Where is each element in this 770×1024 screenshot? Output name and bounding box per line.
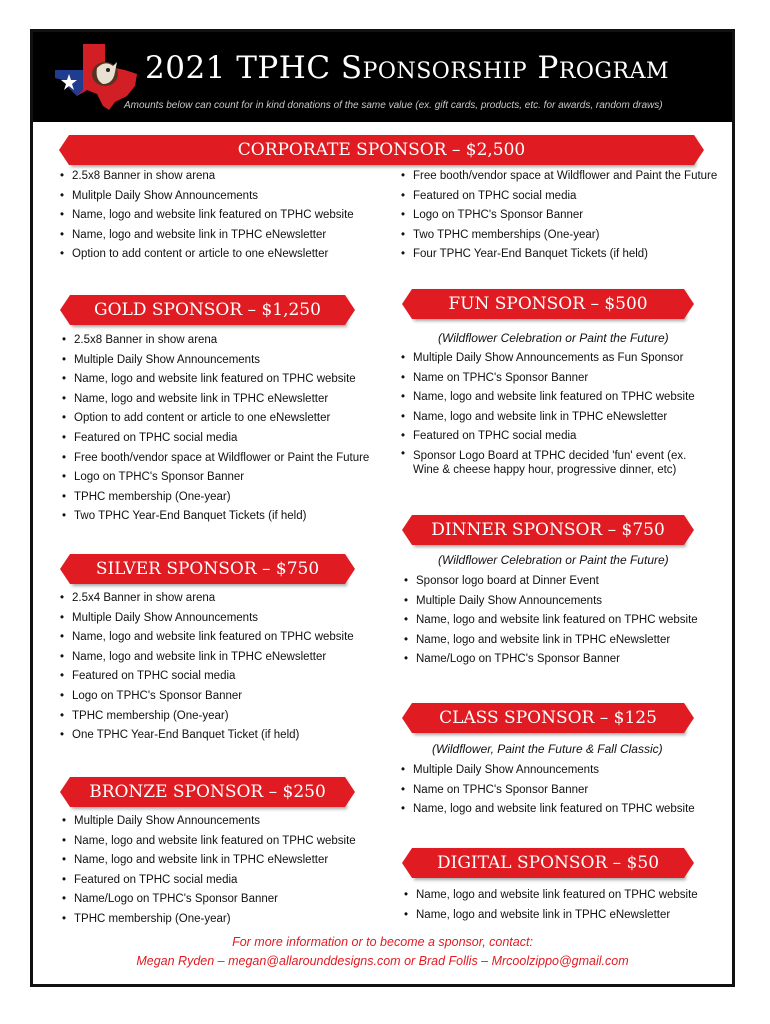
list-item: • Two TPHC memberships (One-year) (401, 226, 717, 246)
fun-sponsor-subtitle: (Wildflower Celebration or Paint the Future) (438, 331, 669, 345)
list-item: • Logo on TPHC's Sponsor Banner (62, 468, 369, 488)
header-bar (33, 32, 732, 122)
list-item: • Name, logo and website link in TPHC eNewsletter (62, 390, 369, 410)
list-item: • Multiple Daily Show Announcements (401, 761, 695, 781)
list-item: • 2.5x8 Banner in show arena (60, 167, 354, 187)
footer-contact-names: Megan Ryden – megan@allarounddesigns.com or Brad Follis – Mrcoolzippo@gmail.com (136, 954, 629, 968)
list-item: • Featured on TPHC social media (62, 429, 369, 449)
gold-sponsor-title: GOLD SPONSOR – $1,250 (94, 300, 321, 320)
corporate-sponsor-title: CORPORATE SPONSOR – $2,500 (237, 140, 526, 160)
fun-sponsor-title: FUN SPONSOR – $500 (448, 294, 648, 314)
list-item: • TPHC membership (One-year) (62, 488, 369, 508)
list-item: • Name, logo and website link in TPHC eNewsletter (404, 906, 698, 926)
list-item: • Featured on TPHC social media (62, 871, 356, 891)
list-item: • Mulitple Daily Show Announcements (60, 187, 354, 207)
bronze-sponsor-banner (70, 777, 345, 807)
list-item: • Free booth/vendor space at Wildflower or Paint the Future (62, 449, 369, 469)
list-item: • Name/Logo on TPHC's Sponsor Banner (62, 890, 356, 910)
dinner-list (404, 572, 698, 670)
list-item: • Multiple Daily Show Announcements (62, 351, 369, 371)
list-item: • Sponsor logo board at Dinner Event (404, 572, 698, 592)
list-item: • Name, logo and website link in TPHC eNewsletter (62, 851, 356, 871)
silver-list (60, 589, 354, 746)
list-item: • TPHC membership (One-year) (60, 707, 354, 727)
digital-sponsor-title: DIGITAL SPONSOR – $50 (436, 853, 660, 873)
list-item: • Name, logo and website link featured on TPHC website (404, 886, 698, 906)
list-item: • Free booth/vendor space at Wildflower and Paint the Future (401, 167, 717, 187)
list-item: • TPHC membership (One-year) (62, 910, 356, 930)
list-item: • Name, logo and website link featured on TPHC website (60, 206, 354, 226)
class-list (401, 761, 695, 820)
page-title: 2021 TPHC Sponsorship Program (145, 50, 670, 86)
list-item: • Name on TPHC's Sponsor Banner (401, 781, 695, 801)
page-subtitle: Amounts below can count for in kind donations of the same value (ex. gift cards, products, etc. for awards, random draws) (124, 100, 663, 111)
dinner-sponsor-title: DINNER SPONSOR – $750 (431, 520, 665, 540)
class-sponsor-subtitle: (Wildflower, Paint the Future & Fall Classic) (432, 742, 663, 756)
list-item: • Name, logo and website link featured on TPHC website (60, 628, 354, 648)
class-sponsor-title: CLASS SPONSOR – $125 (439, 708, 657, 728)
corporate-sponsor-banner (69, 135, 694, 165)
list-item: • Logo on TPHC's Sponsor Banner (401, 206, 717, 226)
list-item: • Multiple Daily Show Announcements (62, 812, 356, 832)
list-item: • Name/Logo on TPHC's Sponsor Banner (404, 650, 698, 670)
list-item: • Name, logo and website link in TPHC eNewsletter (401, 408, 706, 428)
list-item: • Name, logo and website link in TPHC eNewsletter (404, 631, 698, 651)
dinner-sponsor-subtitle: (Wildflower Celebration or Paint the Future) (438, 553, 669, 567)
silver-sponsor-title: SILVER SPONSOR – $750 (95, 559, 320, 579)
list-item: • 2.5x8 Banner in show arena (62, 331, 369, 351)
digital-sponsor-banner (412, 848, 684, 878)
list-item: • Multiple Daily Show Announcements as Fun Sponsor (401, 349, 706, 369)
corporate-left-list (60, 167, 354, 265)
list-item: • Multiple Daily Show Announcements (404, 592, 698, 612)
list-item: • Option to add content or article to one eNewsletter (62, 409, 369, 429)
list-item: • Name, logo and website link in TPHC eNewsletter (60, 226, 354, 246)
list-item: • Four TPHC Year-End Banquet Tickets (if held) (401, 245, 717, 265)
list-item: • Name, logo and website link featured on TPHC website (404, 611, 698, 631)
silver-sponsor-banner (70, 554, 345, 584)
list-item: • Name, logo and website link featured on TPHC website (401, 800, 695, 820)
bronze-sponsor-title: BRONZE SPONSOR – $250 (89, 782, 326, 802)
class-sponsor-banner (412, 703, 684, 733)
corporate-right-list (401, 167, 717, 265)
list-item: • One TPHC Year-End Banquet Ticket (if held) (60, 726, 354, 746)
gold-sponsor-banner (70, 295, 345, 325)
list-item: • 2.5x4 Banner in show arena (60, 589, 354, 609)
list-item: • Name, logo and website link featured on TPHC website (62, 832, 356, 852)
list-item: • Name on TPHC's Sponsor Banner (401, 369, 706, 389)
list-item: • Name, logo and website link featured on TPHC website (62, 370, 369, 390)
list-item: • Two TPHC Year-End Banquet Tickets (if held) (62, 507, 369, 527)
list-item: • Option to add content or article to one eNewsletter (60, 245, 354, 265)
list-item: • Featured on TPHC social media (60, 667, 354, 687)
list-item: • Featured on TPHC social media (401, 187, 717, 207)
list-item: • Name, logo and website link featured on TPHC website (401, 388, 706, 408)
dinner-sponsor-banner (412, 515, 684, 545)
digital-list (404, 886, 698, 925)
footer-contact-line: For more information or to become a sponsor, contact: (232, 935, 533, 949)
list-item: • Logo on TPHC's Sponsor Banner (60, 687, 354, 707)
fun-list (401, 349, 706, 483)
list-item: • Multiple Daily Show Announcements (60, 609, 354, 629)
bronze-list (62, 812, 356, 930)
list-item: • Sponsor Logo Board at TPHC decided 'fun' event (ex. Wine & cheese happy hour, progressive dinner, etc) (401, 447, 706, 483)
list-item: • Name, logo and website link in TPHC eNewsletter (60, 648, 354, 668)
list-item: • Featured on TPHC social media (401, 427, 706, 447)
gold-list (62, 331, 369, 527)
fun-sponsor-banner (412, 289, 684, 319)
